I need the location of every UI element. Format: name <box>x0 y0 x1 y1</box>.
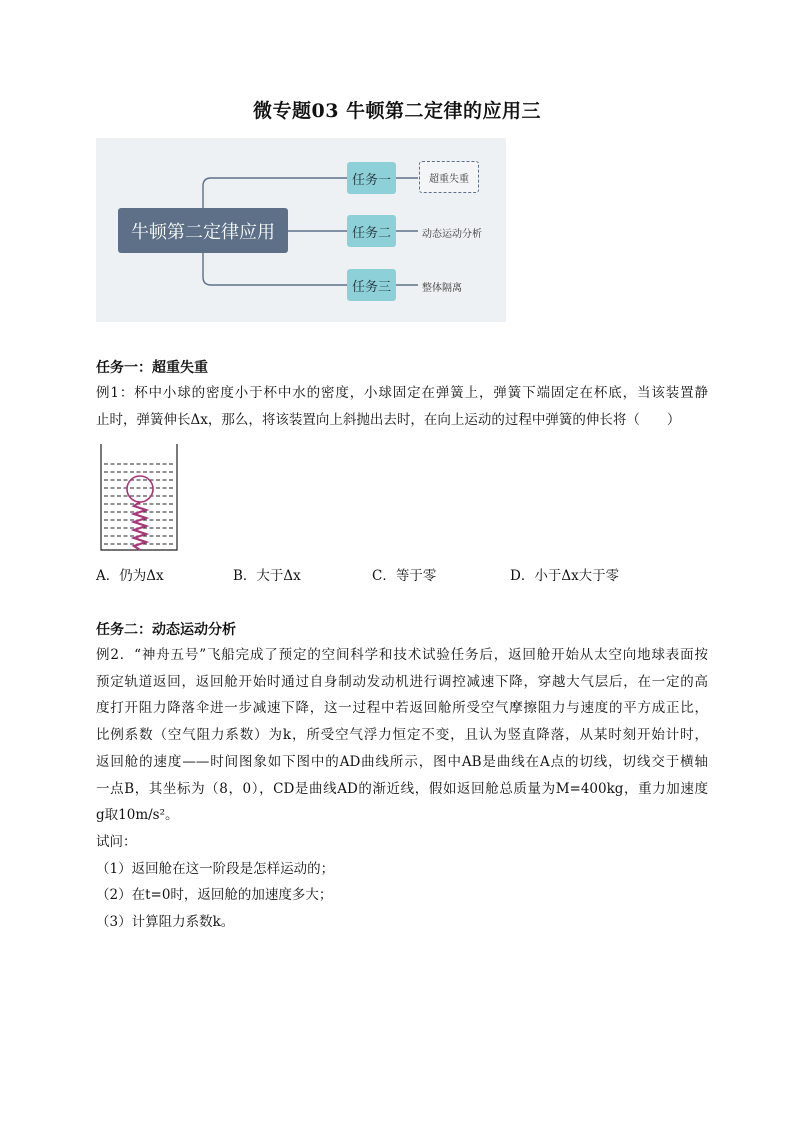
mind-map-diagram <box>96 138 506 322</box>
mind-map-task-2: 任务二 <box>347 215 396 247</box>
example-1-text <box>96 380 708 433</box>
mind-map-root: 牛顿第二定律应用 <box>118 208 288 253</box>
section-1-heading: 任务一：超重失重 <box>96 360 208 376</box>
question-intro: 试问： <box>96 833 137 850</box>
option-a: A．仍为Δx <box>96 568 164 584</box>
text-line: 比例系数（空气阻力系数）为k，所受空气浮力恒定不变，且认为竖直降落，从某时刻开始计时， <box>96 727 708 744</box>
text-line: 度打开阻力降落伞进一步减速下降，这一过程中若返回舱所受空气摩擦阻力与速度的平方成正比， <box>96 700 708 717</box>
text-line: 预定轨道返回，返回舱开始时通过自身制动发动机进行调控减速下降，穿越大气层后，在一定的高 <box>96 673 708 690</box>
section-2-heading: 任务二：动态运动分析 <box>96 622 236 638</box>
question-3: （3）计算阻力系数k。 <box>96 914 235 931</box>
spring-shape <box>134 502 146 550</box>
mind-map-leaf-3: 整体隔离 <box>422 283 462 294</box>
question-1: （1）返回舱在这一阶段是怎样运动的； <box>96 860 335 877</box>
option-b: B．大于Δx <box>233 568 301 584</box>
option-d: D．小于Δx大于零 <box>510 568 620 584</box>
text-line: 一点B，其坐标为（8，0），CD是曲线AD的渐近线，假如返回舱总质量为M=400kg，重力加速度 <box>96 780 708 797</box>
mind-map-leaf-2: 动态运动分析 <box>422 229 482 240</box>
question-2: （2）在t=0时，返回舱的加速度多大； <box>96 887 333 904</box>
option-c: C．等于零 <box>372 568 437 584</box>
page-title: 微专题03 牛顿第二定律的应用三 <box>252 100 542 122</box>
text-line: 返回舱的速度——时间图象如下图中的AD曲线所示，图中AB是曲线在A点的切线，切线交于横轴 <box>96 753 708 770</box>
text-line: 例1：杯中小球的密度小于杯中水的密度，小球固定在弹簧上，弹簧下端固定在杯底，当该装置静 <box>96 385 708 401</box>
text-line: 止时，弹簧伸长Δx，那么，将该装置向上斜抛出去时，在向上运动的过程中弹簧的伸长将（ ） <box>96 411 681 428</box>
beaker-figure <box>98 440 180 554</box>
text-line: g取10m/s²。 <box>96 807 179 824</box>
mind-map-leaf-1: 超重失重 <box>419 161 479 193</box>
mind-map-task-3: 任务三 <box>347 269 396 301</box>
text-line: 例2．“神舟五号”飞船完成了预定的空间科学和技术试验任务后，返回舱开始从太空向地球表面按 <box>96 647 708 663</box>
example-2-text <box>96 642 708 936</box>
mind-map-task-1: 任务一 <box>347 162 396 194</box>
